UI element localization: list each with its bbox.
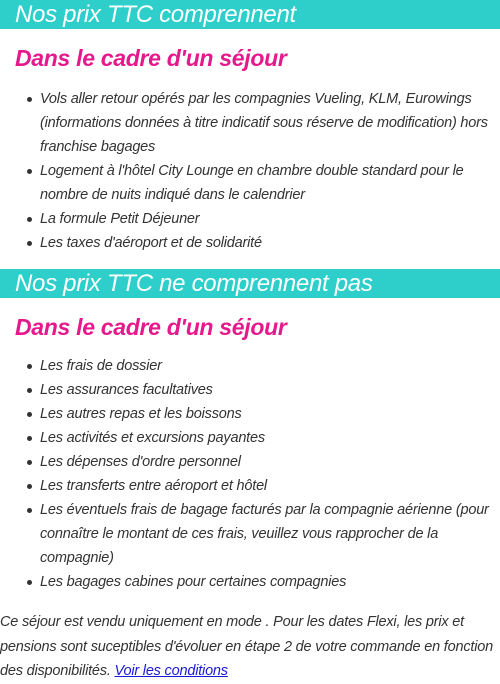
list-item: Les éventuels frais de bagage facturés par la compagnie aérienne (pour connaître le montant de ces frais, veuillez vous rapprocher de la compagnie) <box>40 498 500 570</box>
list-item: Les dépenses d'ordre personnel <box>40 450 500 474</box>
list-item: Les frais de dossier <box>40 354 500 378</box>
conditions-link[interactable]: Voir les conditions <box>114 663 228 679</box>
flexi-note <box>0 610 500 684</box>
not-included-list <box>0 354 500 594</box>
list-item: Vols aller retour opérés par les compagnies Vueling, KLM, Eurowings (informations données à titre indicatif sous réserve de modification) hors franchise bagages <box>40 87 500 159</box>
list-item: Les activités et excursions payantes <box>40 426 500 450</box>
list-item: Les assurances facultatives <box>40 378 500 402</box>
list-item: Logement à l'hôtel City Lounge en chambre double standard pour le nombre de nuits indiqué dans le calendrier <box>40 159 500 207</box>
list-item: Les bagages cabines pour certaines compagnies <box>40 570 500 594</box>
flexi-note-text: Ce séjour est vendu uniquement en mode . Pour les dates Flexi, les prix et pensions sont suceptibles d'évoluer en étape 2 de votre commande en fonction des disponibilités. <box>0 614 493 679</box>
included-section <box>0 0 500 255</box>
included-heading: Nos prix TTC comprennent <box>0 0 500 29</box>
list-item: La formule Petit Déjeuner <box>40 207 500 231</box>
included-list <box>0 87 500 255</box>
list-item: Les autres repas et les boissons <box>40 402 500 426</box>
not-included-heading: Nos prix TTC ne comprennent pas <box>0 269 500 298</box>
list-item: Les transferts entre aéroport et hôtel <box>40 474 500 498</box>
included-subheading: Dans le cadre d'un séjour <box>15 45 287 71</box>
not-included-subheading: Dans le cadre d'un séjour <box>15 314 287 340</box>
list-item: Les taxes d'aéroport et de solidarité <box>40 231 500 255</box>
not-included-section <box>0 269 500 594</box>
